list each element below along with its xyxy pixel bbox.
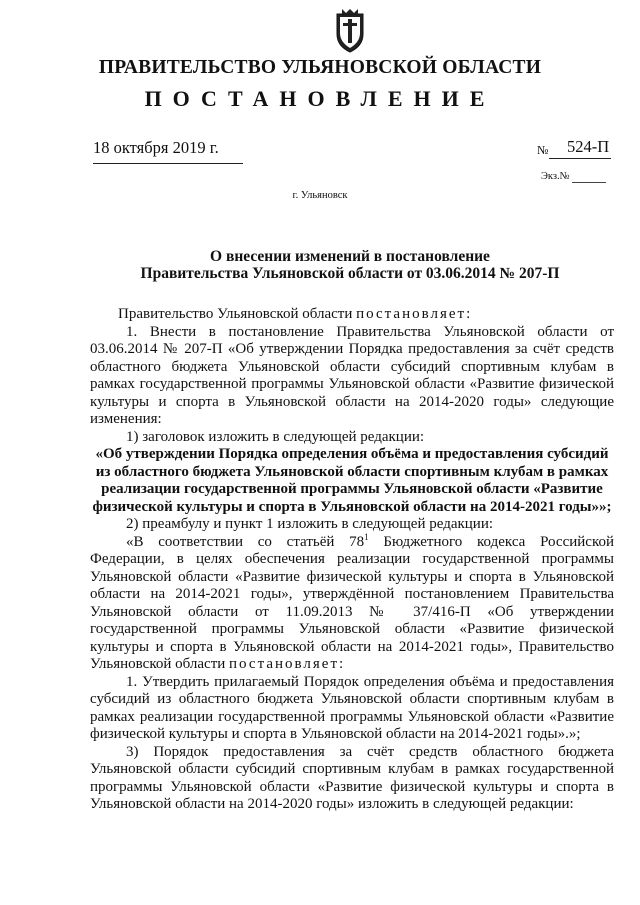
decree-date: 18 октября 2019 г. [93,138,219,157]
decree-subject [0,248,640,282]
body-paragraph-3: 2) преамбулу и пункт 1 изложить в следующей редакции: [126,516,494,532]
intro-text: Правительство Ульяновской области [118,306,357,322]
decree-body [90,306,614,814]
document-type-title: ПОСТАНОВЛЕНИЕ [144,86,496,111]
body-paragraph-2: 1) заголовок изложить в следующей редакции: [126,428,425,445]
p4-resolves: постановляет: [229,656,346,672]
body-paragraph-1: 1. Внести в постановление Правительства Ульяновской области от 03.06.2014 № 207-П «Об утверждении Порядка предоставления за счёт средств областного бюджета Ульяновской области субсидий спортивным клубам в рамках государственной программы Ульяновской области «Развитие физической культуры и спорта в Ульяновской области на 2014-2020 годы» следующие изменения: [90,323,614,427]
decree-number: 524-П [567,137,610,156]
body-paragraph-4 [90,531,614,674]
copy-number-label: Экз.№ [541,171,570,182]
number-label: № [537,143,549,157]
p4-text-b: Бюджетного кодекса Российской Федерации, в целях обеспечения реализации государственной программы Ульяновской области «Развитие физической культуры и спорта в Ульяновской области на 2014-2021 годы», утверждённой постановлением Правительства Ульяновской области от 11.09.2013 № 37/416-П «Об утверждении государственной программы Ульяновской области «Развитие физической культуры и спорта в Ульяновской области на 2014-2021 годы», Правительство Ульяновской области [90,533,614,672]
p4-superscript: 1 [364,531,369,542]
p4-text-a: «В соответствии со статьёй 78 [126,533,365,550]
intro-resolves: постановляет: [356,306,473,322]
copy-number-underline [572,182,606,183]
coat-of-arms-emblem [333,8,367,54]
city-name: г. Ульяновск [292,190,348,201]
new-title-quote: «Об утверждении Порядка определения объёма и предоставления субсидий из областного бюджета Ульяновской области спортивным клубам в рамках реализации государственной программы Ульяновской области «Развитие физической культуры и спорта в Ульяновской области на 2014-2021 годы»»; [92,446,612,515]
body-paragraph-5: 1. Утвердить прилагаемый Порядок определения объёма и предоставления субсидий из областного бюджета Ульяновской области спортивным клубам в рамках реализации государственной программы Ульяновской области «Развитие физической культуры и спорта в Ульяновской области на 2014-2021 годы».»; [90,673,614,742]
subject-line-2: Правительства Ульяновской области от 03.06.2014 № 207-П [140,265,560,282]
body-paragraph-6: 3) Порядок предоставления за счёт средств областного бюджета Ульяновской области субсидий спортивным клубам в рамках государственной программы Ульяновской области «Развитие физической культуры и спорта в Ульяновской области на 2014-2020 годы» изложить в следующей редакции: [90,743,614,812]
subject-line-1: О внесении изменений в постановление [210,248,490,265]
government-title: ПРАВИТЕЛЬСТВО УЛЬЯНОВСКОЙ ОБЛАСТИ [98,57,542,78]
date-underline [93,163,243,164]
body-intro [90,306,614,324]
number-underline [549,158,611,159]
